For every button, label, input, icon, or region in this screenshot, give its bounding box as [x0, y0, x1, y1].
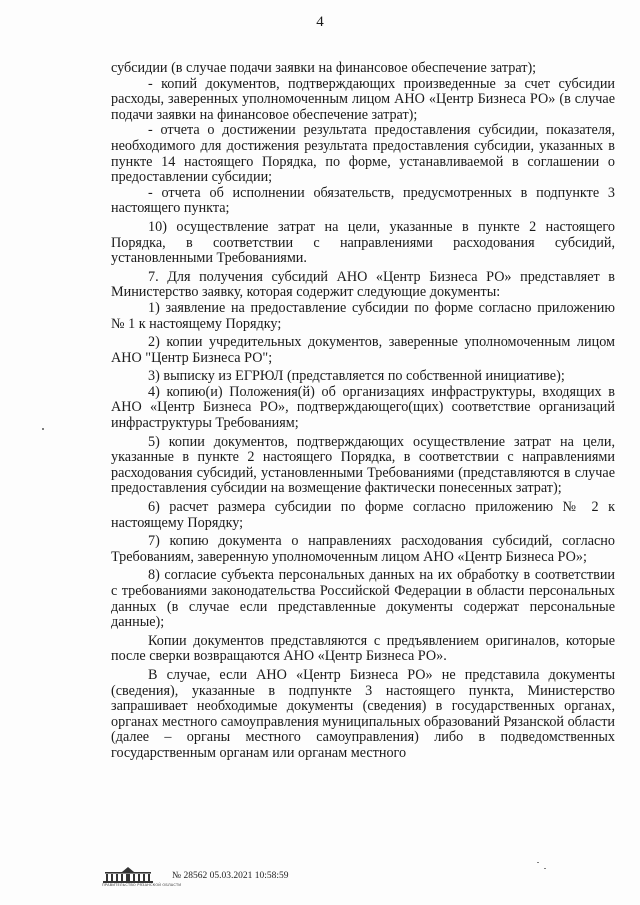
page-footer [102, 866, 402, 890]
paragraph: 2) копии учредительных документов, заверенные уполномоченным лицом АНО "Центр Бизнеса РО"; [111, 334, 615, 366]
scan-speck [537, 862, 539, 863]
paragraph: 3) выписку из ЕГРЮЛ (представляется по собственной инициативе); [148, 368, 565, 385]
paragraph: - копий документов, подтверждающих произведенные за счет субсидии расходы, заверенных уполномоченным лицом АНО «Центр Бизнеса РО» (в случае подачи заявки на финансовое обеспечение затрат); [111, 75, 615, 123]
registration-stamp: № 28562 05.03.2021 10:58:59 [172, 871, 289, 881]
document-body [111, 61, 615, 762]
seal-caption: ПРАВИТЕЛЬСТВО РЯЗАНСКОЙ ОБЛАСТИ [102, 883, 182, 887]
paragraph: Копии документов представляются с предъявлением оригиналов, которые после сверки возвращаются АНО «Центр Бизнеса РО». [111, 632, 615, 665]
paragraph: В случае, если АНО «Центр Бизнеса РО» не представила документы (сведения), указанные в подпункте 3 настоящего пункта, Министерство запрашивает необходимые документы (сведения) в государственных органах, органах местного самоуправления муниципальных образований Рязанской области (далее – органы местного самоуправления) либо в подведомственных государственным органам или органам местного [111, 666, 615, 761]
page-number: 4 [316, 14, 324, 30]
paragraph: 7) копию документа о направлениях расходования субсидий, согласно Требованиям, заверенную уполномоченным лицом АНО «Центр Бизнеса РО»; [111, 533, 615, 565]
paragraph: 10) осуществление затрат на цели, указанные в пункте 2 настоящего Порядка, в соответствии с направлениями расходования субсидий, установленными Требованиями. [111, 218, 615, 267]
scan-speck [544, 868, 546, 869]
paragraph: субсидии (в случае подачи заявки на финансовое обеспечение затрат); [111, 60, 537, 76]
paragraph: 8) согласие субъекта персональных данных на их обработку в соответствии с требованиями законодательства Российской Федерации в области персональных данных (в случае если представленные документы содержат персональные данные); [111, 567, 615, 631]
paragraph: 5) копии документов, подтверждающих осуществление затрат на цели, указанные в пункте 2 настоящего Порядка, в соответствии с направлениями расходования субсидий, установленными Требованиями (представляются в случае предоставления субсидии на возмещение фактически понесенных затрат); [111, 433, 615, 497]
paragraph: - отчета об исполнении обязательств, предусмотренных в подпункте 3 настоящего пункта; [111, 184, 615, 217]
paragraph: - отчета о достижении результата предоставления субсидии, показателя, необходимого для достижения результата предоставления субсидии, указанных в пункте 14 настоящего Порядка, по форме, устанавливаемой в соглашении о предоставлении субсидии; [111, 122, 615, 186]
paragraph: 6) расчет размера субсидии по форме согласно приложению № 2 к настоящему Порядку; [111, 499, 615, 531]
scan-speck [42, 428, 44, 430]
paragraph: 4) копию(и) Положения(й) об организациях инфраструктуры, входящих в АНО «Центр Бизнеса РО», подтверждающего(щих) соответствие организаций инфраструктуры Требованиям; [111, 383, 615, 432]
paragraph: 7. Для получения субсидий АНО «Центр Бизнеса РО» представляет в Министерство заявку, которая содержит следующие документы: [111, 268, 615, 301]
government-building-icon [102, 866, 154, 884]
paragraph: 1) заявление на предоставление субсидии по форме согласно приложению № 1 к настоящему Порядку; [111, 299, 615, 332]
